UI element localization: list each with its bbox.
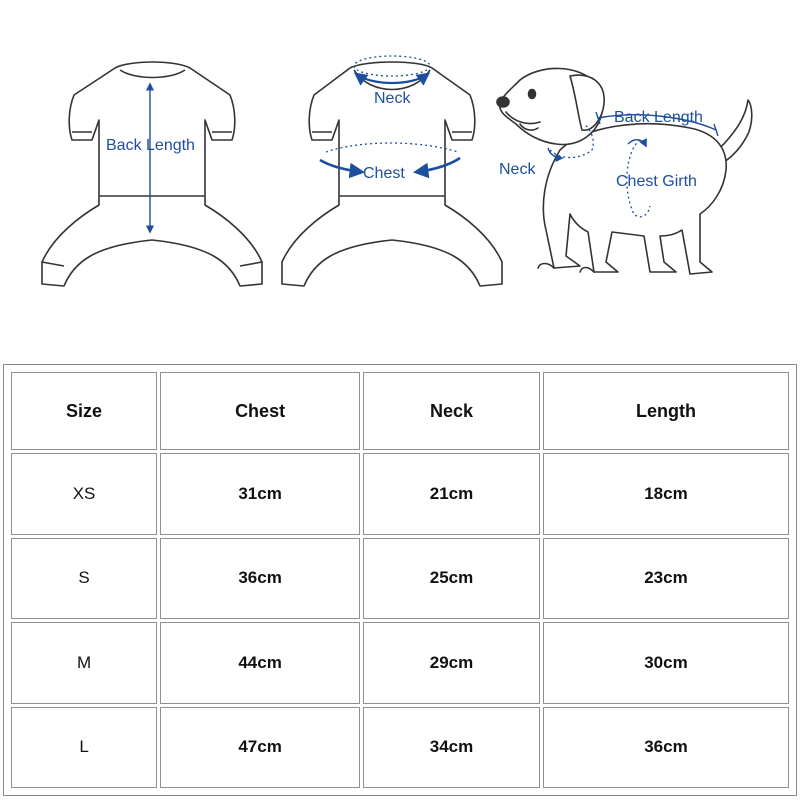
table-header-row — [11, 372, 789, 450]
cell-neck: 21cm — [363, 453, 540, 535]
cell-chest: 31cm — [160, 453, 360, 535]
garment-back-view — [42, 62, 262, 286]
neck-label: Neck — [374, 90, 411, 107]
cell-length: 36cm — [543, 707, 789, 789]
size-chart-frame — [3, 364, 797, 796]
cell-chest: 44cm — [160, 622, 360, 704]
measurement-diagram — [0, 0, 800, 330]
chest-label: Chest — [363, 165, 405, 182]
size-chart-table — [8, 369, 792, 791]
cell-size: L — [11, 707, 157, 789]
dog-back-length-label: Back Length — [614, 109, 703, 126]
header-size: Size — [11, 372, 157, 450]
header-chest: Chest — [160, 372, 360, 450]
dog-neck-label: Neck — [499, 161, 536, 178]
header-neck: Neck — [363, 372, 540, 450]
cell-neck: 29cm — [363, 622, 540, 704]
back-length-label: Back Length — [106, 137, 195, 154]
dog-chest-girth-label: Chest Girth — [616, 173, 697, 190]
cell-neck: 34cm — [363, 707, 540, 789]
table-row — [11, 538, 789, 620]
cell-size: M — [11, 622, 157, 704]
header-length: Length — [543, 372, 789, 450]
table-row — [11, 622, 789, 704]
cell-length: 23cm — [543, 538, 789, 620]
cell-length: 18cm — [543, 453, 789, 535]
cell-neck: 25cm — [363, 538, 540, 620]
cell-size: S — [11, 538, 157, 620]
cell-length: 30cm — [543, 622, 789, 704]
cell-chest: 47cm — [160, 707, 360, 789]
cell-size: XS — [11, 453, 157, 535]
table-row — [11, 707, 789, 789]
cell-chest: 36cm — [160, 538, 360, 620]
table-row — [11, 453, 789, 535]
